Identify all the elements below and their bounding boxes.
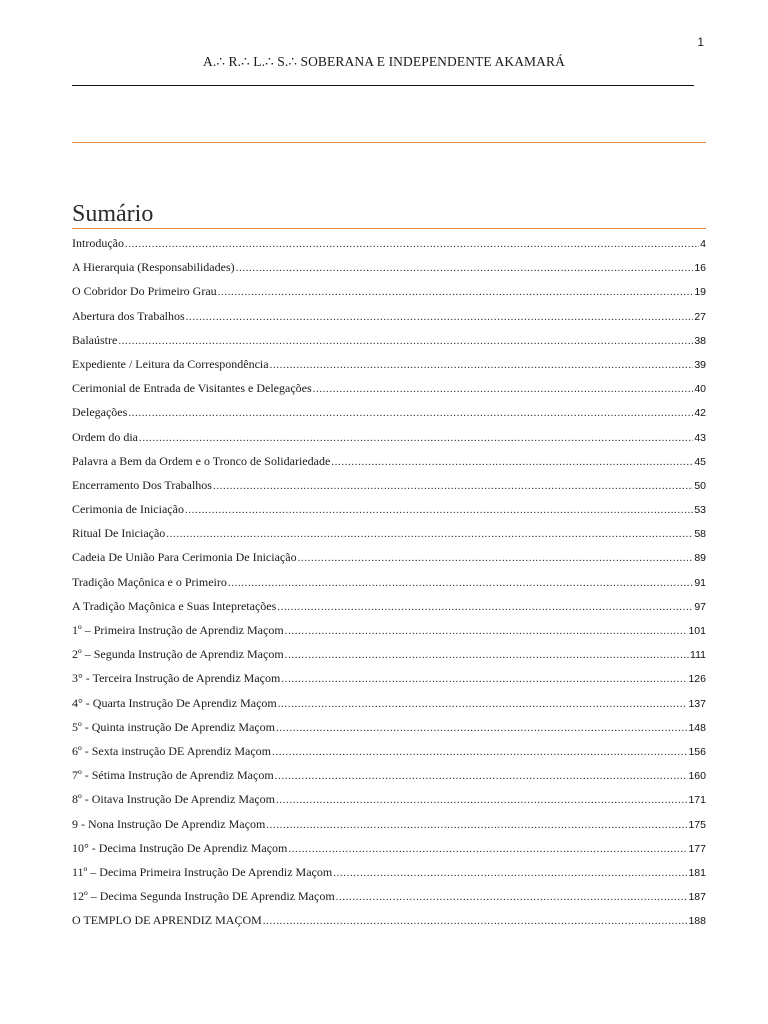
toc-dot-leader (125, 232, 699, 255)
toc-dot-leader (218, 280, 694, 303)
toc-entry[interactable] (72, 884, 706, 908)
toc-entry[interactable] (72, 449, 706, 473)
toc-dot-leader (185, 498, 693, 521)
toc-entry-page: 40 (694, 383, 706, 396)
toc-entry[interactable] (72, 400, 706, 424)
toc-dot-leader (186, 305, 694, 328)
toc-dot-leader (281, 667, 687, 690)
toc-dot-leader (166, 522, 693, 545)
toc-entry-page: 175 (688, 818, 706, 831)
toc-entry-title: Introdução (72, 236, 124, 250)
table-of-contents (72, 231, 706, 932)
toc-entry-page: 42 (694, 407, 706, 420)
toc-entry[interactable] (72, 255, 706, 279)
toc-entry-title: 3° - Terceira Instrução de Aprendiz Maçom (72, 671, 281, 686)
toc-entry[interactable] (72, 304, 706, 328)
toc-entry[interactable] (72, 521, 706, 545)
toc-entry[interactable] (72, 570, 706, 594)
toc-dot-leader (276, 716, 687, 739)
toc-entry-page: 16 (694, 262, 706, 275)
toc-entry[interactable] (72, 666, 706, 690)
toc-entry-page: 171 (688, 794, 706, 807)
toc-entry-title: 8º - Oitava Instrução De Aprendiz Maçom (72, 792, 275, 807)
toc-entry[interactable] (72, 328, 706, 352)
toc-entry-title: 9 - Nona Instrução De Aprendiz Maçom (72, 816, 266, 831)
toc-dot-leader (278, 692, 688, 715)
toc-entry[interactable] (72, 739, 706, 763)
toc-entry-title: 7º - Sétima Instrução de Aprendiz Maçom (72, 768, 274, 783)
toc-dot-leader (276, 788, 687, 811)
toc-entry[interactable] (72, 497, 706, 521)
toc-entry-title: Delegações (72, 405, 128, 420)
header-underline (72, 85, 694, 86)
toc-entry[interactable] (72, 376, 706, 400)
toc-dot-leader (277, 595, 693, 618)
toc-entry-page: 4 (700, 238, 706, 250)
toc-entry-title: Palavra a Bem da Ordem e o Tronco de Solidariedade (72, 453, 331, 468)
toc-entry-title: 6º - Sexta instrução DE Aprendiz Maçom (72, 743, 272, 758)
toc-entry-title: Tradição Maçônica e o Primeiro (72, 574, 227, 589)
toc-heading: Sumário (72, 201, 154, 227)
toc-entry-title: 4° - Quarta Instrução De Aprendiz Maçom (72, 695, 277, 710)
document-header-title: A.∴ R.∴ L.∴ S.∴ SOBERANA E INDEPENDENTE AKAMARÁ (203, 54, 565, 69)
section-divider (72, 142, 706, 143)
toc-heading-underline (72, 228, 706, 229)
toc-entry[interactable] (72, 231, 706, 255)
toc-entry-page: 50 (694, 479, 706, 492)
toc-entry-title: Balaústre (72, 332, 118, 347)
toc-entry[interactable] (72, 618, 706, 642)
toc-entry-page: 39 (694, 358, 706, 371)
toc-entry-page: 58 (694, 528, 706, 541)
toc-dot-leader (228, 571, 693, 594)
toc-entry-page: 43 (694, 431, 706, 444)
toc-entry-page: 188 (688, 915, 706, 928)
toc-entry-title: Ritual De Iniciação (72, 526, 166, 541)
toc-entry-page: 187 (688, 891, 706, 904)
toc-dot-leader (333, 861, 687, 884)
toc-entry-page: 89 (694, 552, 706, 565)
toc-entry-title: 2º – Segunda Instrução de Aprendiz Maçom (72, 647, 284, 662)
toc-entry-page: 45 (694, 455, 706, 468)
toc-entry-title: O TEMPLO DE APRENDIZ MAÇOM (72, 913, 262, 928)
toc-entry-page: 160 (688, 770, 706, 783)
toc-entry-title: Ordem do dia (72, 429, 138, 444)
toc-entry-page: 148 (688, 721, 706, 734)
toc-entry[interactable] (72, 352, 706, 376)
toc-entry-title: Cadeia De União Para Cerimonia De Iniciação (72, 550, 297, 565)
toc-entry-title: 5º - Quinta instrução De Aprendiz Maçom (72, 719, 275, 734)
toc-entry-page: 181 (688, 866, 706, 879)
toc-entry-title: Abertura dos Trabalhos (72, 308, 185, 323)
toc-dot-leader (285, 643, 689, 666)
toc-entry[interactable] (72, 860, 706, 884)
toc-entry[interactable] (72, 642, 706, 666)
toc-entry-page: 27 (694, 310, 706, 323)
toc-entry-page: 53 (694, 504, 706, 517)
toc-dot-leader (263, 909, 688, 932)
toc-entry-page: 156 (688, 745, 706, 758)
toc-entry-title: A Hierarquia (Responsabilidades) (72, 260, 235, 275)
toc-entry[interactable] (72, 691, 706, 715)
toc-entry-title: Cerimonial de Entrada de Visitantes e Delegações (72, 381, 312, 396)
toc-dot-leader (118, 329, 693, 352)
toc-entry-title: 12º – Decima Segunda Instrução DE Aprendiz Maçom (72, 889, 335, 904)
toc-dot-leader (213, 474, 693, 497)
toc-entry-page: 19 (694, 286, 706, 299)
toc-dot-leader (275, 764, 688, 787)
toc-entry-page: 111 (690, 649, 706, 662)
toc-dot-leader (331, 450, 693, 473)
toc-entry[interactable] (72, 908, 706, 932)
toc-dot-leader (285, 619, 688, 642)
toc-entry-title: Cerimonia de Iniciação (72, 502, 184, 517)
toc-dot-leader (336, 885, 688, 908)
toc-dot-leader (128, 401, 693, 424)
toc-entry[interactable] (72, 473, 706, 497)
toc-dot-leader (236, 256, 694, 279)
toc-entry-title: O Cobridor Do Primeiro Grau (72, 284, 217, 299)
toc-entry-title: 10° - Decima Instrução De Aprendiz Maçom (72, 840, 288, 855)
toc-dot-leader (139, 426, 693, 449)
toc-entry-page: 126 (688, 673, 706, 686)
toc-entry-page: 137 (688, 697, 706, 710)
toc-entry[interactable] (72, 787, 706, 811)
toc-entry-title: 1º – Primeira Instrução de Aprendiz Maçom (72, 623, 284, 637)
toc-entry-page: 91 (694, 576, 706, 589)
toc-entry-page: 38 (694, 334, 706, 347)
toc-entry-page: 177 (688, 842, 706, 855)
toc-entry[interactable] (72, 812, 706, 836)
toc-entry-title: 11º – Decima Primeira Instrução De Aprendiz Maçom (72, 864, 333, 879)
toc-entry[interactable] (72, 763, 706, 787)
toc-dot-leader (313, 377, 694, 400)
toc-entry[interactable] (72, 425, 706, 449)
page-number: 1 (697, 35, 704, 49)
toc-entry-page: 97 (694, 600, 706, 613)
toc-entry-title: Expediente / Leitura da Correspondência (72, 356, 269, 371)
toc-entry-page: 101 (688, 625, 706, 637)
toc-entry-title: Encerramento Dos Trabalhos (72, 477, 212, 492)
toc-dot-leader (272, 740, 687, 763)
toc-entry-title: A Tradição Maçônica e Suas Intepretações (72, 598, 277, 613)
toc-entry[interactable] (72, 279, 706, 303)
toc-entry[interactable] (72, 594, 706, 618)
toc-entry[interactable] (72, 715, 706, 739)
toc-entry[interactable] (72, 836, 706, 860)
toc-dot-leader (298, 546, 694, 569)
toc-dot-leader (266, 813, 687, 836)
toc-dot-leader (288, 837, 687, 860)
toc-entry[interactable] (72, 545, 706, 569)
toc-dot-leader (270, 353, 694, 376)
